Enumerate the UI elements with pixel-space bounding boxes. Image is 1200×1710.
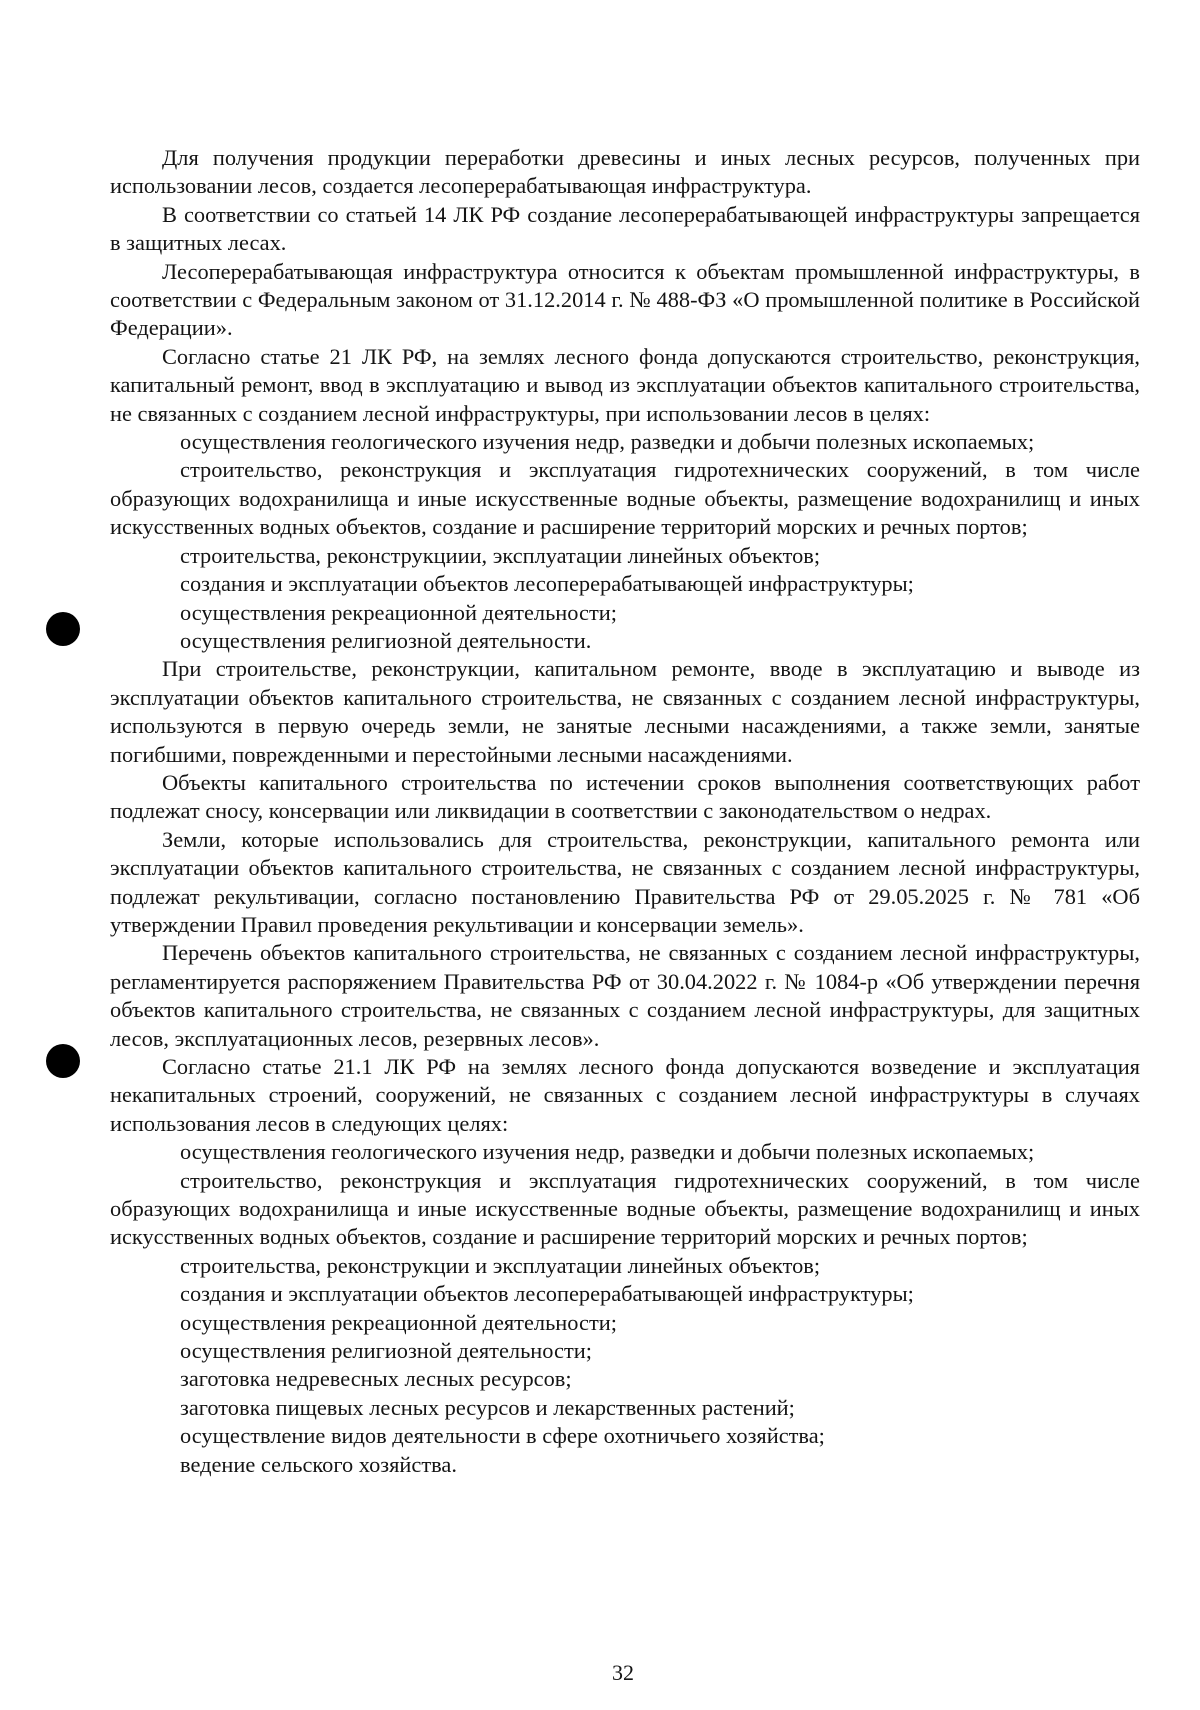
list-item: осуществления рекреационной деятельности; [180,599,617,625]
list-item: создания и эксплуатации объектов лесоперерабатывающей инфраструктуры; [180,1281,914,1307]
paragraph: Лесоперерабатывающая инфраструктура относится к объектам промышленной инфраструктуры, в соответствии с Федеральным законом от 31.12.2014 г. № 488-ФЗ «О промышленной политике в Российской Федерации». [110,258,1140,341]
paragraph: Для получения продукции переработки древесины и иных лесных ресурсов, полученных при использовании лесов, создается лесоперерабатывающая инфраструктура. [110,145,1140,199]
list-item: осуществления геологического изучения недр, разведки и добычи полезных ископаемых; [180,429,1035,455]
list-item: осуществления геологического изучения недр, разведки и добычи полезных ископаемых; [180,1139,1035,1165]
paragraph: При строительстве, реконструкции, капитальном ремонте, вводе в эксплуатацию и выводе из эксплуатации объектов капитального строительства, не связанных с созданием лесной инфраструктуры, используются в первую очередь земли, не занятые лесными насаждениями, а также земли, занятые погибшими, поврежденными и перестойными лесными насаждениями. [110,656,1140,767]
page-number: 32 [612,1660,634,1685]
list-item: ведение сельского хозяйства. [180,1451,457,1477]
paragraph: Объекты капитального строительства по истечении сроков выполнения соответствующих работ подлежат сносу, консервации или ликвидации в соответствии с законодательством о недрах. [110,769,1140,824]
list-item: осуществления религиозной деятельности; [180,1338,592,1364]
list-item: строительства, реконструкциии, эксплуатации линейных объектов; [180,542,821,568]
list-item: заготовка недревесных лесных ресурсов; [180,1366,572,1392]
list-item: строительство, реконструкция и эксплуатация гидротехнических сооружений, в том числе образующих водохранилища и иные искусственные водные объекты, размещение водохранилищ и иных искусственных водных объектов, создание и расширение территорий морских и речных портов; [110,1167,1140,1250]
punch-hole-mark [46,1044,80,1078]
punch-hole-mark [46,612,80,646]
list-item: строительства, реконструкции и эксплуатации линейных объектов; [180,1252,821,1278]
paragraph: Согласно статье 21 ЛК РФ, на землях лесного фонда допускаются строительство, реконструкция, капитальный ремонт, ввод в эксплуатацию и вывод из эксплуатации объектов капитального строительства, не связанных с созданием лесной инфраструктуры, при использовании лесов в целях: [110,343,1140,426]
list-item: строительство, реконструкция и эксплуатация гидротехнических сооружений, в том числе образующих водохранилища и иные искусственные водные объекты, размещение водохранилищ и иных искусственных водных объектов, создание и расширение территорий морских и речных портов; [110,457,1140,540]
paragraph: Земли, которые использовались для строительства, реконструкции, капитального ремонта или эксплуатации объектов капитального строительства, не связанных с созданием лесной инфраструктуры, подлежат рекультивации, согласно постановлению Правительства РФ от 29.05.2025 г. № 781 «Об утверждении Правил проведения рекультивации и консервации земель». [110,826,1140,937]
list-item: создания и эксплуатации объектов лесоперерабатывающей инфраструктуры; [180,571,914,597]
list-item: осуществление видов деятельности в сфере охотничьего хозяйства; [180,1423,825,1449]
paragraph: Перечень объектов капитального строительства, не связанных с созданием лесной инфраструктуры, регламентируется распоряжением Правительства РФ от 30.04.2022 г. № 1084-р «Об утверждении перечня объектов капитального строительства, не связанных с созданием лесной инфраструктуры, для защитных лесов, эксплуатационных лесов, резервных лесов». [110,940,1140,1051]
paragraph: В соответствии со статьей 14 ЛК РФ создание лесоперерабатывающей инфраструктуры запрещается в защитных лесах. [110,201,1140,256]
list-item: заготовка пищевых лесных ресурсов и лекарственных растений; [180,1394,795,1420]
list-item: осуществления рекреационной деятельности; [180,1309,617,1335]
document-body [110,144,1140,1479]
paragraph: Согласно статье 21.1 ЛК РФ на землях лесного фонда допускаются возведение и эксплуатация некапитальных строений, сооружений, не связанных с созданием лесной инфраструктуры в случаях использования лесов в следующих целях: [110,1054,1140,1136]
list-item: осуществления религиозной деятельности. [180,627,592,653]
